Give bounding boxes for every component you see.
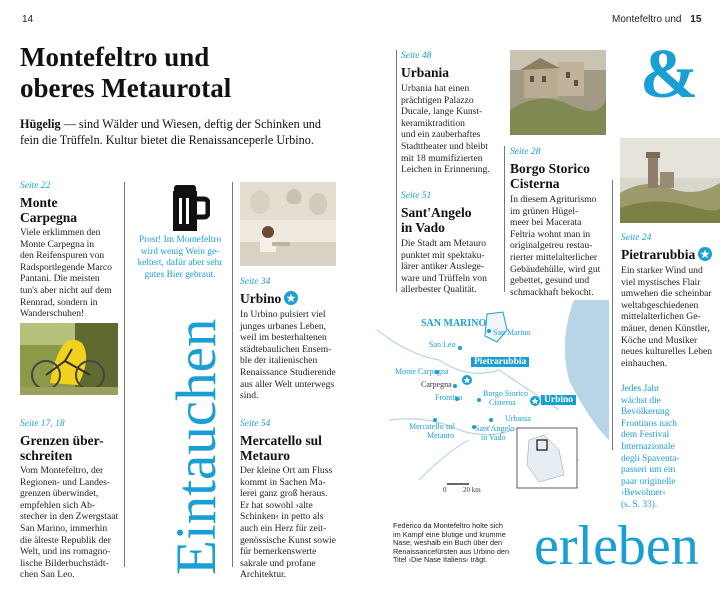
- page-ref: Seite 51: [401, 191, 432, 201]
- intro-line: — sind Wälder und Wiesen, deftig der Schinken und: [60, 117, 321, 131]
- body-line: schmackhaft bekocht.: [510, 286, 594, 298]
- section-title: [510, 161, 612, 191]
- body-line: umwehen die scheinbar: [621, 288, 712, 300]
- map-label-line: Borgo Storico: [483, 389, 528, 398]
- body-line: chen San Leo.: [20, 569, 75, 581]
- note-line: wächst die: [621, 395, 661, 406]
- region-map: [369, 300, 609, 502]
- note-line: Jedes Jahr: [621, 384, 660, 394]
- section-urbania: [401, 50, 503, 176]
- body-line: Urbania hat einen: [401, 83, 470, 94]
- section-pietrarubbia: [621, 232, 719, 369]
- map-label-borgo: [483, 389, 528, 407]
- page-ref: Seite 24: [621, 233, 652, 243]
- body-line: San Marino, immerhin: [20, 522, 108, 534]
- body-line: In diesem Agriturismo: [510, 194, 597, 205]
- body-line: Der kleine Ort am Fluss: [240, 465, 333, 476]
- caption-line: im Kampf eine blutige und krumme: [393, 529, 506, 539]
- pietrarubbia-note: [621, 384, 719, 512]
- body-line: In Urbino pulsiert viel: [240, 309, 326, 320]
- beer-mug-icon: [170, 185, 210, 238]
- body-line: mittelalterlichen Ge-: [621, 311, 701, 323]
- body-line: sind.: [240, 390, 259, 402]
- body-line: Stadttheater und bleibt: [401, 140, 488, 152]
- body-line: Rennrad, sondern in: [20, 296, 98, 308]
- note-line: ›Bewohner‹: [621, 488, 666, 499]
- body-line: sakrale und profane: [240, 557, 316, 569]
- section-title-line: Mercatello sul: [240, 433, 322, 448]
- body-line: Wanderschuhen!: [20, 308, 85, 320]
- body-line: ble der italienischen: [240, 355, 318, 367]
- column-divider: [504, 146, 505, 292]
- body-line: originalgetreu restau-: [510, 240, 593, 252]
- body-line: kommt in Sachen Ma-: [240, 476, 326, 488]
- erleben-word: erleben: [534, 515, 699, 577]
- section-body: [510, 194, 612, 298]
- note-line: (s. S. 33).: [621, 499, 658, 510]
- note-line: dem Festival: [621, 430, 670, 441]
- body-line: weil im besterhaltenen: [240, 332, 327, 344]
- body-line: Architektur.: [240, 569, 287, 581]
- body-line: die älteste Republik der: [20, 534, 111, 546]
- pietrarubbia-photo: [620, 138, 720, 223]
- body-line: Feltria wohnt man in: [510, 228, 591, 240]
- intro-text: [20, 117, 370, 148]
- note-line: degli Spaventa-: [621, 453, 680, 464]
- map-label-frontino: Frontino: [435, 393, 463, 402]
- body-line: allerbester Qualität.: [401, 284, 477, 296]
- body-line: aus aller Welt unterwegs: [240, 378, 335, 390]
- body-line: punktet mit spektaku-: [401, 249, 485, 261]
- section-title: [401, 205, 503, 235]
- section-title: [20, 195, 124, 225]
- urbino-student-photo: [240, 182, 336, 266]
- body-line: Vom Montefeltro, der: [20, 465, 104, 476]
- column-divider: [232, 182, 233, 567]
- column-divider: [124, 182, 125, 567]
- body-line: keramiktradition: [401, 117, 465, 129]
- body-line: rierter mittelalterlicher: [510, 251, 598, 263]
- caption-line: Renaissancefürsten aus Urbino den: [393, 546, 510, 556]
- map-scale-km: 20 km: [463, 486, 481, 494]
- page-ref: Seite 28: [510, 147, 541, 157]
- body-line: Ducale, lange Kunst-: [401, 106, 483, 118]
- section-title: [240, 291, 358, 306]
- map-label-line: Metauro: [427, 431, 455, 440]
- body-line: Welt, und ins romagno-: [20, 546, 111, 558]
- note-line: keltert, dafür aber sehr: [137, 258, 223, 269]
- body-line: den Reifenspuren von: [20, 250, 105, 262]
- map-label-line: Mercatello sul: [409, 422, 455, 431]
- body-line: tun's aber nicht auf dem: [20, 284, 112, 296]
- column-divider: [396, 50, 397, 292]
- star-icon: [698, 247, 712, 261]
- body-line: Monte Carpegna in: [20, 238, 95, 250]
- section-body: [20, 227, 124, 320]
- section-title-line: Borgo Storico: [510, 161, 590, 176]
- body-line: Gebäudehülle, wird gut: [510, 263, 601, 275]
- section-title-line: Cisterna: [510, 176, 560, 191]
- page-title-line: Montefeltro und: [20, 42, 210, 72]
- map-label-san-leo: San Leo: [429, 340, 456, 349]
- map-label-line: Cisterna: [489, 398, 516, 407]
- body-line: mäuer, denen Künstler,: [621, 322, 710, 334]
- map-label-line: in Vado: [481, 433, 506, 442]
- body-line: Viele erklimmen den: [20, 227, 101, 238]
- body-line: Die Stadt am Metauro: [401, 238, 486, 249]
- section-title: [20, 433, 124, 463]
- body-line: Radsportlegende Marco: [20, 261, 112, 273]
- body-line: im grünen Hügel-: [510, 205, 579, 217]
- note-line: Bevölkerung: [621, 407, 670, 418]
- caption-line: Nase, weshalb ein Buch über den: [393, 538, 503, 548]
- body-line: lische Bilderbuchstädt-: [20, 557, 109, 569]
- section-title-line: Monte: [20, 195, 58, 210]
- map-caption: [393, 522, 533, 565]
- section-title-text: Pietrarubbia: [621, 247, 696, 262]
- map-label-monte-carpegna: Monte Carpegna: [395, 367, 449, 376]
- page-ref: Seite 54: [240, 419, 271, 429]
- section-title-line: schreiten: [20, 448, 73, 463]
- body-line: ware und Trüffeln von: [401, 272, 487, 284]
- section-santangelo: [401, 190, 503, 296]
- body-line: mit 18 mumifizierten: [401, 152, 483, 164]
- body-line: Regionen- und Landes-: [20, 476, 111, 488]
- map-label-santangelo: [475, 424, 514, 442]
- map-label-line: Sant'Angelo: [475, 424, 515, 433]
- section-title-line: Metauro: [240, 448, 290, 463]
- body-line: lerei ganz groß heraus.: [240, 488, 328, 500]
- body-line: Renaissance Studierende: [240, 366, 336, 378]
- body-line: Schinken‹ in petto als: [240, 511, 324, 523]
- section-body: [621, 265, 719, 369]
- body-line: Ein starker Wind und: [621, 265, 703, 276]
- body-line: grenzen überwindet,: [20, 488, 99, 500]
- section-urbino: [240, 276, 358, 402]
- body-line: stecher in den Zwergstaat: [20, 511, 119, 523]
- section-mercatello: [240, 418, 362, 581]
- body-line: Köche und Musiker: [621, 334, 698, 346]
- caption-line: Federico da Montefeltro holte sich: [393, 521, 503, 530]
- map-label-carpegna: Carpegna: [421, 380, 452, 389]
- body-line: einhauchen.: [621, 357, 668, 369]
- body-line: weltabgeschiedenen: [621, 299, 699, 311]
- beer-note: [130, 235, 230, 281]
- body-line: lärer antiker Auslege-: [401, 261, 485, 273]
- body-line: Leichen in Erinnerung.: [401, 164, 490, 176]
- borgo-cisterna-photo: [510, 50, 606, 135]
- intro-bold: Hügelig: [20, 117, 61, 131]
- section-title-line: Carpegna: [20, 210, 77, 225]
- star-icon: [284, 291, 298, 305]
- map-label-urbino: Urbino: [541, 395, 576, 405]
- section-title: Urbania: [401, 65, 450, 80]
- map-label-urbania: Urbania: [505, 414, 531, 423]
- section-title-line: in Vado: [401, 220, 445, 235]
- body-line: für bemerkenswerte: [240, 546, 317, 558]
- page-number-right: 15: [690, 14, 702, 25]
- map-label-san-marino: San Marino: [493, 328, 531, 337]
- section-body: [20, 465, 124, 581]
- section-title-text: Urbino: [240, 291, 282, 306]
- note-line: Internazionale: [621, 441, 675, 452]
- section-body: [240, 309, 358, 402]
- section-grenzen: [20, 418, 124, 581]
- page-ref: Seite 22: [20, 181, 51, 191]
- body-line: empfehlen sich Ab-: [20, 499, 96, 511]
- running-header: [612, 14, 701, 25]
- running-header-label: Montefeltro und: [612, 14, 682, 25]
- section-title: [240, 433, 362, 463]
- note-line: paar originelle: [621, 476, 676, 487]
- map-scale-zero: 0: [443, 486, 447, 494]
- ampersand-logo: &: [640, 36, 699, 113]
- body-line: viel mystisches Flair: [621, 276, 701, 288]
- note-line: gutes Bier gebraut.: [144, 269, 216, 280]
- body-line: gebettet, gesund und: [510, 275, 590, 287]
- section-body: [240, 465, 362, 581]
- section-title-line: Grenzen über-: [20, 433, 104, 448]
- map-label-pietrarubbia: Pietrarubbia: [471, 357, 529, 367]
- page-ref: Seite 34: [240, 277, 271, 287]
- caption-line: Titel ›Die Nase Italiens‹ trägt.: [393, 555, 488, 565]
- column-divider: [612, 180, 613, 450]
- section-body: [401, 83, 503, 176]
- body-line: Er hat sowohl ›alte: [240, 499, 313, 511]
- page-ref: Seite 48: [401, 51, 432, 61]
- body-line: meer bei Macerata: [510, 217, 582, 229]
- note-line: Frontinos nach: [621, 418, 677, 429]
- body-line: genössische Kunst sowie: [240, 534, 336, 546]
- page-title-line: oberes Metaurotal: [20, 73, 232, 103]
- map-label-mercatello: [409, 422, 455, 440]
- body-line: städtebaulichen Ensem-: [240, 343, 332, 355]
- body-line: auch ein Herz für zeit-: [240, 522, 327, 534]
- section-body: [401, 238, 503, 296]
- page-title: [20, 42, 231, 104]
- body-line: Pantani. Die meisten: [20, 273, 100, 285]
- section-borgo-cisterna: [510, 146, 612, 298]
- section-title: [621, 247, 719, 262]
- page-number-left: 14: [22, 14, 34, 25]
- note-line: Prost! Im Montefeltro: [138, 235, 222, 245]
- section-title-line: Sant'Angelo: [401, 205, 472, 220]
- intro-line: fein die Trüffeln. Kultur bietet die Renaissanceperle Urbino.: [20, 132, 314, 147]
- body-line: prächtigen Palazzo: [401, 94, 474, 106]
- note-line: wird wenig Wein ge-: [140, 246, 220, 257]
- body-line: und ein zauberhaftes: [401, 129, 481, 141]
- eintauchen-vertical-word: Eintauchen: [165, 318, 228, 575]
- section-monte-carpegna: [20, 180, 124, 320]
- map-region-label: SAN MARINO: [421, 318, 487, 329]
- page-ref: Seite 17, 18: [20, 419, 65, 429]
- bicycle-sculpture-photo: [20, 323, 118, 395]
- body-line: junges urbanes Leben,: [240, 320, 327, 332]
- note-line: passeri um ein: [621, 465, 676, 476]
- body-line: neues kulturelles Leben: [621, 346, 713, 358]
